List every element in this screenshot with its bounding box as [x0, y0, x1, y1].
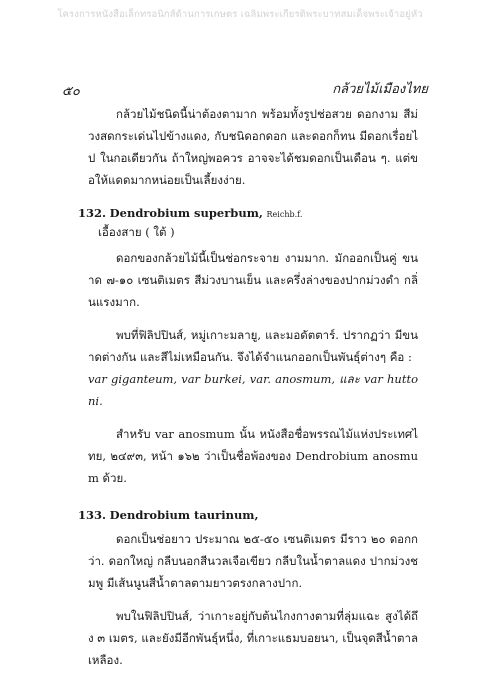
- entry-heading-132: [78, 205, 418, 223]
- intro-paragraph: กล้วยไม้ชนิดนี้น่าต้องตามาก พร้อมทั้งรูปช่อสวย ดอกงาม สีม่วงสดกระเด่นไปข้างแดง, กับชนิดอกดอก และดอกก็ทน มีดอกเรื่อยไป ในกอเดียวกัน ถ้าใหญ่พอควร อาจจะได้ชมดอกเป็นเดือน ๆ. แต่ขอให้แดดมากหน่อยเป็นเลี้ยงง่าย.: [88, 107, 418, 187]
- entry-paragraph: พบในฟิลิปปินส์, ว่าเกาะอยู่กับต้นไกงกางตามที่ลุ่มแฉะ สูงได้ถึง ๓ เมตร, และยังมีอีกพันธุ์หนึ่ง, ที่เกาะแธมบอยนา, เป็นจุดสีน้ำตาลเหลือง.: [88, 609, 418, 667]
- varieties-line: var giganteum, var burkei, var. anosmum, และ var huttoni.: [88, 372, 418, 408]
- entry-author: Reichb.f.: [266, 210, 303, 219]
- entry-number: 133.: [78, 508, 107, 522]
- entry-latin-name: Dendrobium taurinum,: [109, 508, 259, 522]
- entry-thai-name: เอื้องสาย ( ใต้ ): [98, 225, 175, 239]
- page-body: [78, 103, 418, 671]
- entry-paragraph: ดอกของกล้วยไม้นี้เป็นช่อกระจาย งามมาก. มักออกเป็นคู่ ขนาด ๗-๑๐ เซนติเมตร สีม่วงบานเย็น และครึ่งล่างของปากม่วงดำ กลิ่นแรงมาก.: [88, 251, 418, 309]
- entry-latin-name: Dendrobium superbum,: [109, 206, 263, 220]
- entry-paragraph: ดอกเป็นช่อยาว ประมาณ ๒๕-๕๐ เซนติเมตร มีราว ๒๐ ดอกกว่า. ดอกใหญ่ กลีบนอกสีนวลเจือเขียว กลีบในน้ำตาลแดง ปากม่วงชมพู มีเส้นนูนสีน้ำตาลตามยาวตรงกลางปาก.: [88, 532, 418, 590]
- running-header: กล้วยไม้เมืองไทย: [332, 82, 428, 97]
- watermark: โครงการหนังสือเล็กทรอนิกส์ด้านการเกษตร เฉลิมพระเกียรติพระบาทสมเด็จพระเจ้าอยู่หัว: [57, 9, 423, 20]
- entry-paragraph: พบที่ฟิลิปปินส์, หมู่เกาะมลายู, และมอดัตตาร์. ปรากฏว่า มีขนาดต่างกัน และสีไม่เหมือนกัน. จึงได้จำแนกออกเป็นพันธุ์ต่างๆ คือ :: [88, 328, 418, 364]
- entry-number: 132.: [78, 206, 107, 220]
- entry-paragraph: สำหรับ var anosmum นั้น หนังสือชื่อพรรณไม้แห่งประเทศไทย, ๒๔๙๓, หน้า ๑๖๒ ว่าเป็นชื่อพ้องของ Dendrobium anosmum ด้วย.: [88, 427, 418, 485]
- page-number: ๕๐: [62, 84, 80, 99]
- entry-heading-133: [78, 507, 418, 524]
